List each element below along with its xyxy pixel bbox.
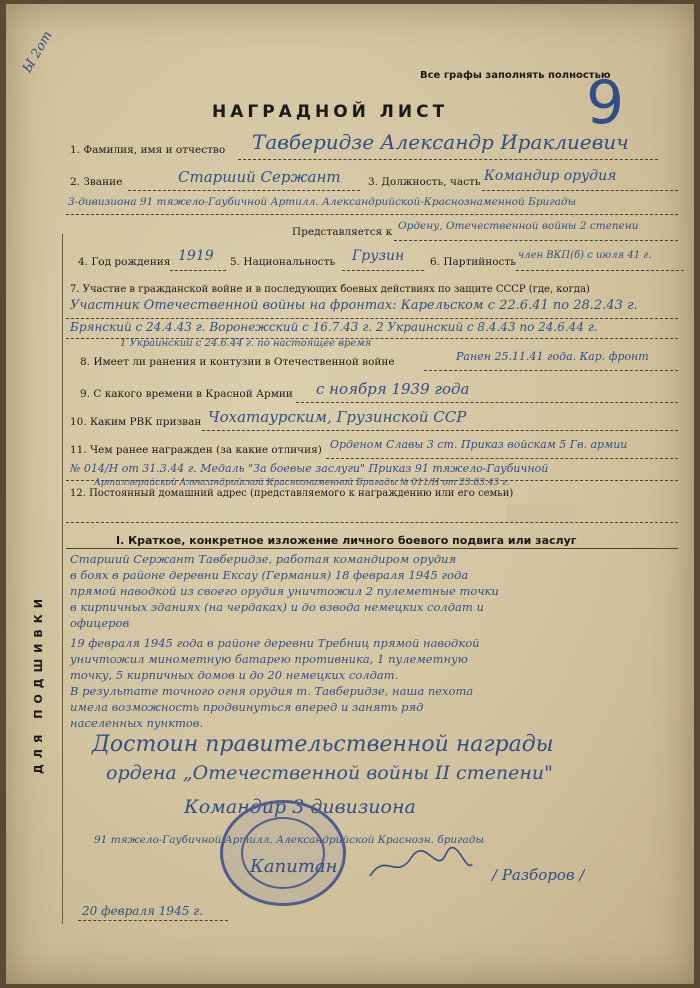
field-4-label: 4. Год рождения [78,256,171,268]
field-2-value: Старший Сержант [178,168,341,186]
deed-line: уничтожил минометную батарею противника, 1 пулеметную [70,652,468,666]
field-1-value: Тавберидзе Александр Ираклиевич [252,130,629,154]
field-11-label: 11. Чем ранее награжден (за какие отличия) [70,444,322,456]
field-7-label: 7. Участие в гражданской войне и в последующих боевых действиях по защите СССР (где, когда) [70,284,590,295]
field-5-label: 5. Национальность [230,256,336,268]
award-sheet [6,4,694,984]
official-stamp [220,800,346,906]
presented-value: Ордену, Отечественной войны 2 степени [398,220,639,232]
field-7-line-3: 1 Украинский с 24.6.44 г. по настоящее время [120,338,372,349]
field-8-value: Ранен 25.11.41 года. Кар. фронт [456,350,649,363]
field-6-label: 6. Партийность [430,256,517,268]
field-12-label: 12. Постоянный домашний адрес (представляемого к награждению или его семьи) [70,488,514,499]
signature-date: 20 февраля 1945 г. [82,904,204,918]
field-1-label: 1. Фамилия, имя и отчество [70,144,226,156]
side-label: ДЛЯ ПОДШИВКИ [32,593,45,774]
deed-line: населенных пунктов. [70,716,204,730]
field-4-value: 1919 [178,248,214,264]
deed-line: имела возможность продвинуться вперед и занять ряд [70,700,424,714]
deed-line: точку, 5 кирпичных домов и до 20 немецких солдат. [70,668,399,682]
deed-line: прямой наводкой из своего орудия уничтожил 2 пулеметные точки [70,584,499,598]
document-title: НАГРАДНОЙ ЛИСТ [212,102,449,122]
corner-note: Ы 2от [20,28,56,76]
conclusion-line-2: ордена „Отечественной войны II степени" [106,762,553,784]
deed-line: В результате точного огня орудия т. Тавберидзе, наша пехота [70,684,474,698]
deed-line: офицеров [70,616,130,630]
commander-title: Командир 3 дивизиона [184,796,416,818]
field-11-value: Орденом Славы 3 ст. Приказ войскам 5 Гв. армии [330,438,628,451]
conclusion-line-1: Достоин правительственной награды [92,732,554,757]
deed-line: Старший Сержант Тавберидзе, работая командиром орудия [70,552,457,566]
field-7-line-1: Участник Отечественной войны на фронтах: Карельском с 22.6.41 по 28.2.43 г. [70,298,638,313]
field-9-value: с ноября 1939 года [316,380,470,398]
field-6-value: член ВКП(б) с июля 41 г. [518,250,652,261]
section-heading: I. Краткое, конкретное изложение личного боевого подвига или заслуг [116,534,577,547]
field-8-label: 8. Имеет ли ранения и контузии в Отечественной войне [80,356,395,368]
deed-line: в кирпичных зданиях (на чердаках) и до взвода немецких солдат и [70,600,484,614]
handwritten-mark: 9 [586,68,625,138]
signature-scribble [366,846,476,886]
redacted-address [506,504,576,522]
field-3-label: 3. Должность, часть [368,176,481,188]
field-10-label: 10. Каким РВК призван [70,416,202,428]
field-10-value: Чохатаурским, Грузинской ССР [208,408,467,426]
field-2-label: 2. Звание [70,176,123,188]
deed-line: 19 февраля 1945 года в районе деревни Требниц прямой наводкой [70,636,480,650]
field-5-value: Грузин [352,248,405,264]
field-3-continuation: 3-дивизиона 91 тяжело-Гаубичной Артилл. Александрийской-Краснознаменной Бригады [68,196,577,208]
all-columns-note: Все графы заполнять полностью [420,70,611,81]
signatory-name: / Разборов / [492,866,585,884]
margin-line [62,234,63,924]
presented-label: Представляется к [292,226,393,238]
field-9-label: 9. С какого времени в Красной Армии [80,388,293,400]
deed-line: в боях в районе деревни Ексау (Германия) 18 февраля 1945 года [70,568,469,582]
field-11-line-3: Артиллерийской Александрийской Краснознаменной Бригады № 011/Н от 23.03.43 г. [94,478,510,488]
field-3-value: Командир орудия [484,168,617,184]
field-11-line-2: № 014/Н от 31.3.44 г. Медаль "За боевые заслуги" Приказ 91 тяжело-Гаубичной [70,462,549,475]
field-7-line-2: Брянский с 24.4.43 г. Воронежский с 16.7.43 г. 2 Украинский с 8.4.43 по 24.6.44 г. [70,320,598,334]
rank-signature: Капитан [250,856,338,877]
brigade-line: 91 тяжело-Гаубичной Артилл. Александрийской Краснозн. бригады [94,834,484,846]
